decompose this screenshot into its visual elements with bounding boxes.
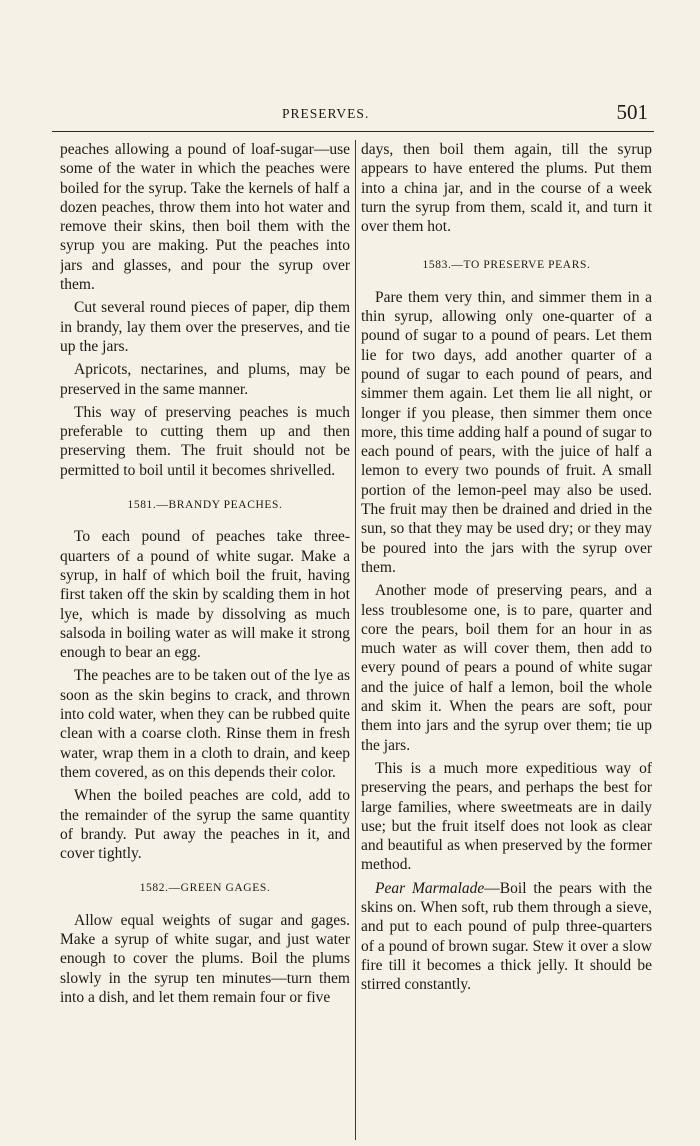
paragraph: Apricots, nectarines, and plums, may be preserved in the same manner. xyxy=(60,361,350,398)
recipe-heading: 1583.—TO PRESERVE PEARS. xyxy=(422,259,591,272)
paragraph: Cut several round pieces of paper, dip them in brandy, lay them over the preserves, and tie up the jars. xyxy=(60,299,350,355)
running-head: PRESERVES. xyxy=(282,106,370,121)
paragraph: Another mode of preserving pears, and a less troublesome one, is to pare, quarter and core the pears, boil them for an hour in as much water as will cover them, then add to every pound of pears a pound of white sugar and the juice of half a lemon, boil the whole and skim it. When the pears are soft, pour them into jars and the syrup over them; tie up the jars. xyxy=(361,582,652,754)
paragraph: peaches allowing a pound of loaf-sugar—use some of the water in which the peaches were boiled for the syrup. Take the kernels of half a dozen peaches, throw them into hot water and remove their skins, then boil them with the syrup you are making. Put the peaches into jars and glasses, and pour the syrup over them. xyxy=(60,141,350,294)
paragraph: To each pound of peaches take three-quarters of a pound of white sugar. Make a syrup, in half of which boil the fruit, having first taken off the skin by scalding them in hot lye, which is made by dissolving as much salsoda in boiling water as will make it strong enough to bear an egg. xyxy=(60,528,350,662)
page-number: 501 xyxy=(616,100,648,124)
paragraph: The peaches are to be taken out of the lye as soon as the skin begins to crack, and thrown into cold water, when they can be rubbed quite clean with a coarse cloth. Rinse them in fresh water, wrap them in a cloth to drain, and keep them covered, as on this depends their color. xyxy=(60,667,350,781)
recipe-heading: 1581.—BRANDY PEACHES. xyxy=(127,499,283,512)
header-rule xyxy=(52,131,654,132)
page-header xyxy=(52,100,654,130)
paragraph: Pare them very thin, and simmer them in a thin syrup, allowing only one-quarter of a pound of sugar to a pound of pears. Let them lie for two days, add another quarter of a pound of sugar to each pound of pears, and simmer them again. Let them lie all night, or longer if you please, then simmer them once more, this time adding half a pound of sugar to each pound of pears, with the juice of half a lemon to every two pounds of fruit. A small portion of the lemon-peel may also be used. The fruit may then be drained and dried in the sun, so that they may be used dry; or they may be poured into the jars with the syrup over them. xyxy=(361,288,652,576)
recipe-heading: 1582.—GREEN GAGES. xyxy=(139,882,271,895)
column-divider xyxy=(355,140,356,1140)
marmalade-title: Pear Marmalade xyxy=(375,879,485,897)
paragraph: This way of preserving peaches is much preferable to cutting them up and then preserving them. The fruit should not be permitted to boil until it becomes shrivelled. xyxy=(60,403,350,479)
marmalade-text: —Boil the pears with the skins on. When soft, rub them through a sieve, and put to each pound of pulp three-quarters of a pound of brown sugar. Stew it over a slow fire till it becomes a thick jelly. It should be stirred constantly. xyxy=(361,879,652,994)
paragraph xyxy=(361,879,652,995)
paragraph: When the boiled peaches are cold, add to the remainder of the syrup the same quantity of brandy. Put away the peaches in it, and cover tightly. xyxy=(60,787,350,863)
left-column xyxy=(60,140,350,1120)
paragraph: This is a much more expeditious way of preserving the pears, and perhaps the best for large families, where sweetmeats are in daily use; but the fruit itself does not look as clear and beautiful as when preserved by the former method. xyxy=(361,759,652,874)
paragraph: Allow equal weights of sugar and gages. Make a syrup of white sugar, and just water enough to cover the plums. Boil the plums slowly in the syrup ten minutes—turn them into a dish, and let them remain four or five xyxy=(60,911,350,1006)
right-column xyxy=(361,140,652,1120)
paragraph: days, then boil them again, till the syrup appears to have entered the plums. Put them into a china jar, and in the course of a week turn the syrup from them, scald it, and turn it over them hot. xyxy=(361,141,652,236)
